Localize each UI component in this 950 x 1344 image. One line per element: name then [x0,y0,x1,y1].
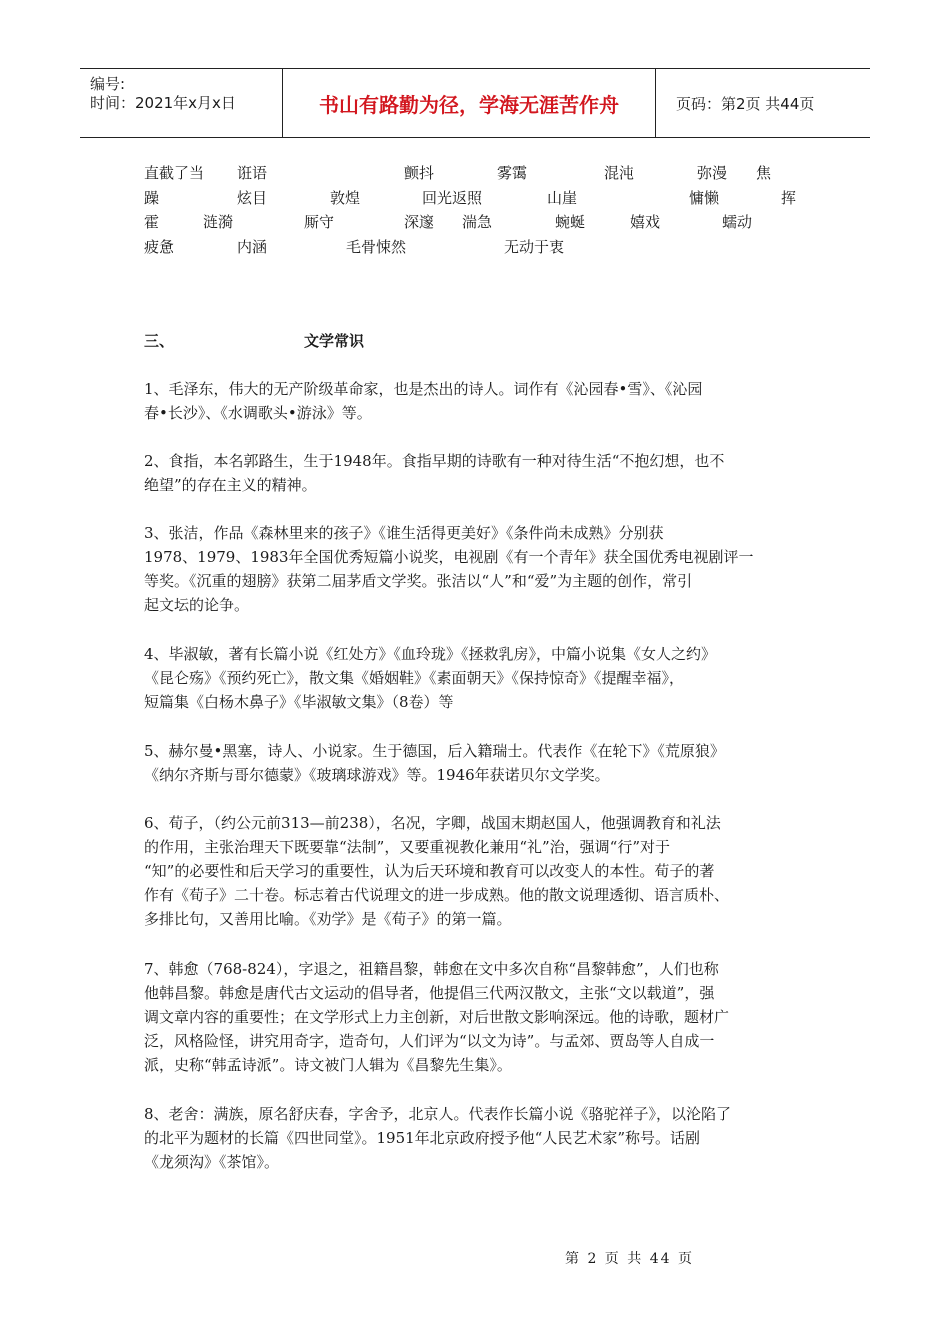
vocab-word: 焦 [756,164,772,182]
paragraph-line: 《龙须沟》《茶馆》。 [144,1153,280,1171]
document-number-label: 编号: [90,75,126,93]
paragraph-line: 7、韩愈（768-824），字退之，祖籍昌黎，韩愈在文中多次自称“昌黎韩愈”，人们也称 [144,960,719,978]
header-motto: 书山有路勤为径，学海无涯苦作舟 [283,69,656,137]
page-footer: 第 2 页 共 44 页 [565,1251,694,1267]
vocab-word: 诳语 [237,164,268,182]
vocab-word: 敦煌 [330,189,361,207]
vocab-word: 蜿蜒 [555,213,586,231]
vocab-row [144,236,804,258]
paragraph-hermann-hesse [144,739,806,787]
paragraph-line: 的作用，主张治理天下既要靠“法制”，又要重视教化兼用“礼”治，强调“行”对于 [144,838,671,856]
paragraph-line: 《纳尔齐斯与哥尔德蒙》《玻璃球游戏》等。1946年获诺贝尔文学奖。 [144,766,610,784]
paragraph-line: 他韩昌黎。韩愈是唐代古文运动的倡导者，他提倡三代两汉散文，主张“文以载道”，强 [144,984,715,1002]
section-number: 三、 [144,332,175,350]
paragraph-line: 作有《荀子》二十卷。标志着古代说理文的进一步成熟。他的散文说理透彻、语言质朴、 [144,886,730,904]
paragraph-han-yu [144,957,806,1077]
paragraph-line: 6、荀子，（约公元前313—前238），名况，字卿，战国末期赵国人，他强调教育和礼法 [144,814,721,832]
paragraph-line: “知”的必要性和后天学习的重要性，认为后天环境和教育可以改变人的本性。荀子的著 [144,862,715,880]
vocab-word: 回光返照 [422,189,483,207]
page-info-text: 页码：第2页 共44页 [676,94,815,113]
vocab-word: 涟漪 [203,213,234,231]
header-meta-cell [80,69,283,137]
vocab-word: 湍急 [462,213,493,231]
vocab-row [144,162,804,184]
paragraph-line: 的北平为题材的长篇《四世同堂》。1951年北京政府授予他“人民艺术家”称号。话剧 [144,1129,701,1147]
header-page-info [666,69,870,137]
vocab-word: 雾霭 [497,164,528,182]
vocab-word: 躁 [144,189,160,207]
document-header [80,68,870,138]
paragraph-line: 1、毛泽东，伟大的无产阶级革命家，也是杰出的诗人。词作有《沁园春•雪》、《沁园 [144,380,703,398]
paragraph-line: 《昆仑殇》《预约死亡》，散文集《婚姻鞋》《素面朝天》《保持惊奇》《提醒幸福》， [144,669,685,687]
vocab-word: 山崖 [547,189,578,207]
vocab-word: 颤抖 [404,164,435,182]
paragraph-line: 多排比句，又善用比喻。《劝学》是《荀子》的第一篇。 [144,910,512,928]
paragraph-line: 1978、1979、1983年全国优秀短篇小说奖，电视剧《有一个青年》获全国优秀电视剧评一 [144,548,754,566]
vocab-word: 直截了当 [144,164,205,182]
vocab-word: 内涵 [237,238,268,256]
vocab-word: 深邃 [404,213,435,231]
paragraph-mao-zedong [144,377,806,425]
vocab-word: 无动于衷 [504,238,565,256]
vocab-word: 炫目 [237,189,268,207]
paragraph-bi-shumin [144,642,806,714]
paragraph-line: 等奖。《沉重的翅膀》获第二届茅盾文学奖。张洁以“人”和“爱”为主题的创作，常引 [144,572,693,590]
paragraph-line: 起文坛的论争。 [144,596,250,614]
vocab-word: 厮守 [304,213,335,231]
paragraph-line: 5、赫尔曼•黑塞，诗人、小说家。生于德国，后入籍瑞士。代表作《在轮下》《荒原狼》 [144,742,725,760]
paragraph-line: 4、毕淑敏，著有长篇小说《红处方》《血玲珑》《拯救乳房》，中篇小说集《女人之约》 [144,645,717,663]
vocab-word: 混沌 [604,164,635,182]
paragraph-line: 调文章内容的重要性；在文学形式上力主创新，对后世散文影响深远。他的诗歌，题材广 [144,1008,730,1026]
vocab-word: 慵懒 [689,189,720,207]
paragraph-lao-she [144,1102,806,1174]
vocab-word: 挥 [781,189,797,207]
paragraph-shi-zhi [144,449,806,497]
document-time-label: 时间：2021年x月x日 [90,94,236,112]
paragraph-line: 绝望”的存在主义的精神。 [144,476,317,494]
paragraph-zhang-jie [144,521,806,617]
vocab-row [144,187,804,209]
vocab-row [144,211,804,233]
vocab-word: 疲惫 [144,238,175,256]
paragraph-xunzi [144,811,806,931]
paragraph-line: 派，史称“韩孟诗派”。诗文被门人辑为《昌黎先生集》。 [144,1056,512,1074]
vocab-word: 蠕动 [722,213,753,231]
paragraph-line: 春•长沙》、《水调歌头•游泳》等。 [144,404,372,422]
vocab-word: 弥漫 [697,164,728,182]
vocab-word: 嬉戏 [630,213,661,231]
section-title: 文学常识 [304,332,365,350]
paragraph-line: 泛，风格险怪，讲究用奇字，造奇句，人们评为“以文为诗”。与孟郊、贾岛等人自成一 [144,1032,715,1050]
paragraph-line: 2、食指，本名郭路生，生于1948年。食指早期的诗歌有一种对待生活“不抱幻想，也不 [144,452,725,470]
vocab-word: 毛骨悚然 [346,238,407,256]
paragraph-line: 短篇集《白杨木鼻子》《毕淑敏文集》（8卷）等 [144,693,454,711]
paragraph-line: 3、张洁，作品《森林里来的孩子》《谁生活得更美好》《条件尚未成熟》分别获 [144,524,664,542]
paragraph-line: 8、老舍：满族，原名舒庆春，字舍予，北京人。代表作长篇小说《骆驼祥子》，以沦陷了 [144,1105,732,1123]
vocab-word: 霍 [144,213,160,231]
